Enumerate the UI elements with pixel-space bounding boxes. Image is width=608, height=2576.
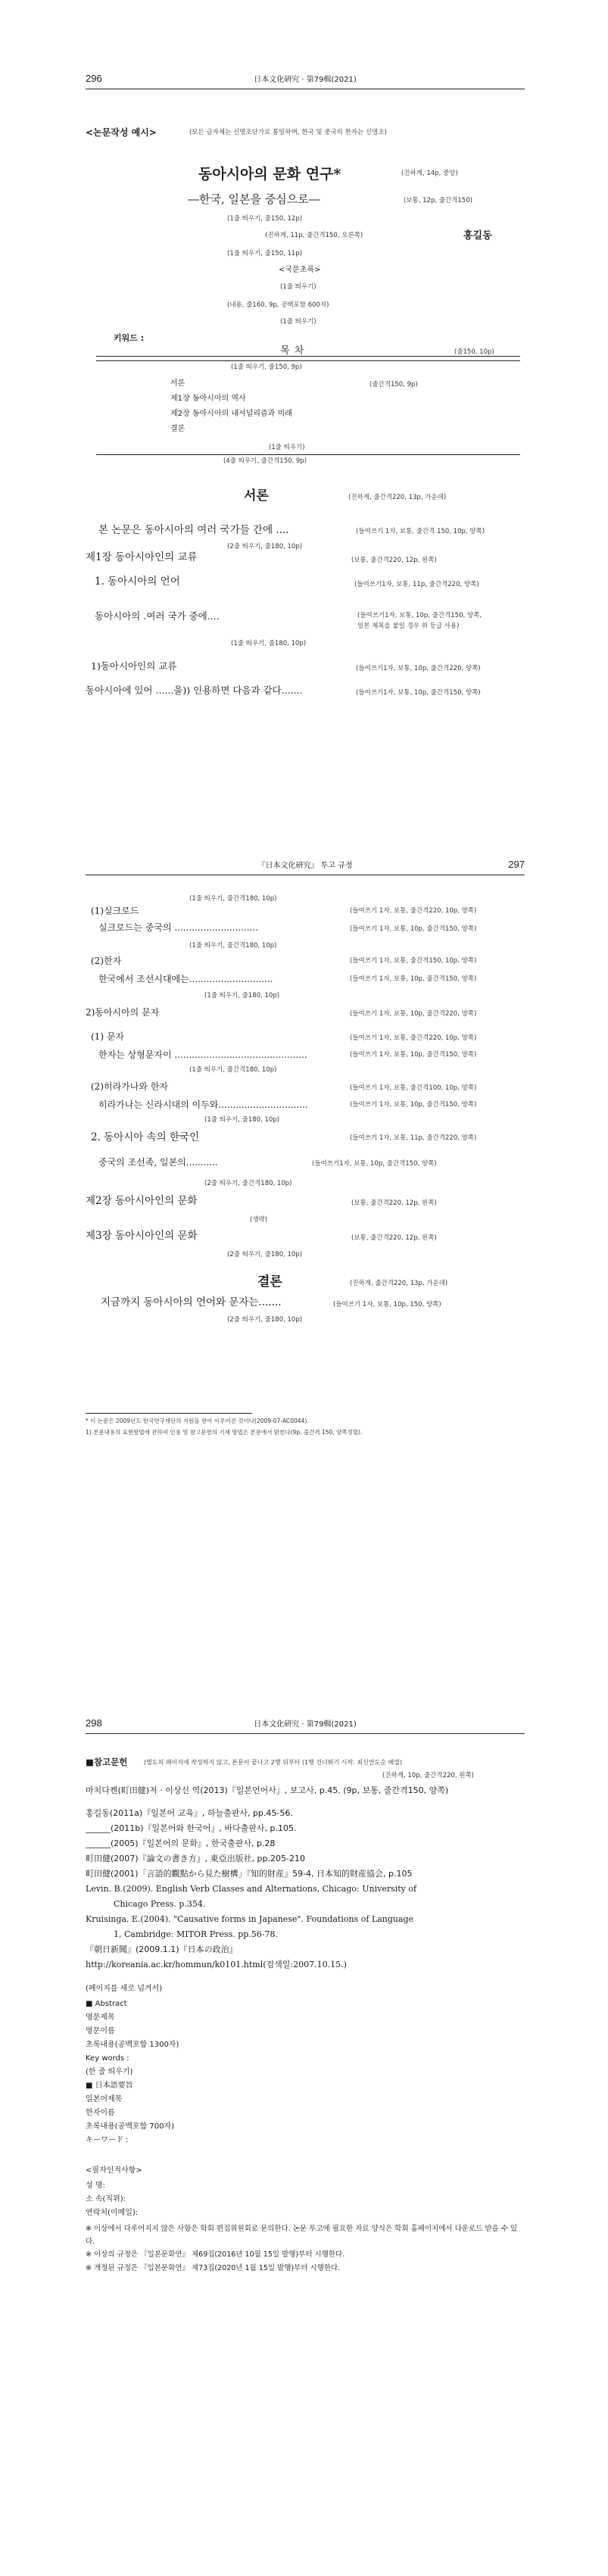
author-info-line: 성 명: <box>86 2181 105 2190</box>
toc-top-rule-2 <box>96 360 520 361</box>
submission-rule: ※ 이상에서 다루어지지 않은 사항은 학회 편집위원회로 문의한다. 논문 투고에 필요한 자료 양식은 학회 홈페이지에서 다운로드 받을 수 있다. <box>86 2225 518 2246</box>
toc-format-note: (4줄 띄우기, 줄간격150, 9p) <box>223 457 307 465</box>
abstract-label: <국문초록> <box>279 266 321 274</box>
body-paragraph: 본 논문은 동아시아의 여러 국가들 간에 .... <box>98 524 289 536</box>
example-label: <논문작성 예시> <box>86 127 157 138</box>
reference-item-cont: 1, Cambridge: MITOR Press. pp.56-78. <box>114 1929 278 1939</box>
section-note: (진하게, 줄간격220, 13p, 가운데) <box>350 1280 448 1287</box>
page-number: 296 <box>86 73 102 84</box>
reference-item: Kruisinga. E.(2004). "Causative forms in Japanese". Foundations of Language <box>86 1914 414 1924</box>
format-note: (생략) <box>250 1216 268 1224</box>
japanese-abstract-line: 초록내용(공백포함 700자) <box>86 2122 175 2131</box>
reference-url: http://koreania.ac.kr/hommun/k0101.html(검색일:2007.10.15.) <box>86 1960 347 1969</box>
body-paragraph: 실크로드는 중국의 ............................. <box>98 922 258 933</box>
japanese-abstract-heading: ■ 日本語要旨 <box>86 2082 133 2090</box>
abstract-line: 초록내용(공백포함 1300자) <box>86 2041 179 2049</box>
format-note: (들여쓰기 1자, 보통, 줄간격 150, 10p, 양쪽) <box>356 528 485 535</box>
keywords-label: 키워드 : <box>114 333 145 343</box>
abstract-heading: ■ Abstract <box>86 2000 127 2008</box>
format-note: (2줄 띄우기, 줄180, 10p) <box>227 1251 303 1258</box>
reference-item: ______(2011b)『일본어와 한국어』, 바다출판사, p.105. <box>86 1823 297 1833</box>
body-paragraph: 동아시아의 .여러 국가 중에.... <box>95 610 220 622</box>
references-heading: ■참고문헌 <box>86 1757 128 1767</box>
format-note: (들여쓰기 1자, 보통, 11p, 줄간격220, 양쪽) <box>350 1134 477 1142</box>
format-note: (보통, 줄간격220, 12p, 왼쪽) <box>351 1234 437 1242</box>
reference-item: Levin. B.(2009). English Verb Classes and Alternations, Chicago: University of <box>86 1884 417 1894</box>
format-note: (1줄 띄우기, 줄간격180, 10p) <box>189 942 277 950</box>
page-break-note: (페이지를 새로 넘겨서) <box>86 1985 163 1993</box>
reference-item: 홍길동(2011a)『일본어 교육』, 하늘출판사, pp.45-56. <box>86 1808 293 1818</box>
subsection-heading: (2)히라가나와 한자 <box>91 1081 168 1092</box>
subsection-heading: (2)한자 <box>91 956 122 966</box>
journal-title: 日本文化硏究 · 第79輯(2021) <box>254 76 357 84</box>
running-title: 『日本文化硏究』 투고 규정 <box>257 862 353 870</box>
abstract-line: 영문이름 <box>86 2027 115 2035</box>
format-note: (보통, 줄간격220, 12p, 왼쪽) <box>351 1199 437 1207</box>
toc-item-note: (줄간격150, 9p) <box>369 381 418 388</box>
page-number: 298 <box>86 1717 102 1729</box>
format-note: (진하게, 11p, 줄간격150, 오른쪽) <box>265 232 363 239</box>
subsection-heading: (1) 문자 <box>91 1031 124 1042</box>
format-note: (들여쓰기1자, 보통, 11p, 줄간격220, 양쪽) <box>354 581 479 588</box>
abstract-line: Key words : <box>86 2054 129 2063</box>
page-298 <box>0 1717 608 2576</box>
body-paragraph: 지금까지 동아시아의 언어와 문자는....... <box>101 1296 282 1308</box>
japanese-abstract-line: 한자이름 <box>86 2109 115 2117</box>
page-number: 297 <box>508 859 525 870</box>
toc-format-note: (1줄 띄우기, 줄150, 9p) <box>231 363 302 371</box>
japanese-abstract-line: 일본어제목 <box>86 2095 123 2104</box>
paper-title: 동아시아의 문화 연구* <box>198 166 341 182</box>
toc-title: 목 차 <box>280 345 305 357</box>
reference-item: 町田健(2007)『論文の書き方』, 東亞出版社, pp.205-210 <box>86 1854 305 1863</box>
toc-format-note: (1줄 띄우기) <box>269 444 305 451</box>
format-note: (1줄 띄우기, 줄150, 11p) <box>227 250 303 257</box>
body-paragraph: 동아시아에 있어 ......을)) 인용하면 다음과 같다....... <box>86 685 303 696</box>
reference-item-cont: Chicago Press. p.354. <box>114 1899 206 1909</box>
format-note: (들여쓰기 1자, 보통, 10p, 줄간격150, 양쪽) <box>350 925 477 933</box>
format-note: (들여쓰기 1자, 보통, 10p, 줄간격150, 양쪽) <box>350 1101 477 1109</box>
toc-note: (줄150, 10p) <box>454 348 494 356</box>
abstract-line: (한 줄 띄우기) <box>86 2068 133 2076</box>
subsection-heading: (1)실크로드 <box>91 906 139 916</box>
example-note: (모든 글자체는 신명조단가로 통일하며, 한국 및 중국의 한자는 신명조) <box>189 129 387 136</box>
format-note: (들여쓰기1자, 보통, 10p, 줄간격150, 양쪽) <box>356 689 481 697</box>
format-note: (들여쓰기 1자, 보통, 10p, 줄간격150, 양쪽) <box>350 1051 477 1059</box>
reference-item: 『朝日新聞』(2009.1.1)『日本の政治』 <box>86 1944 238 1954</box>
journal-title: 日本文化硏究 · 第79輯(2021) <box>254 1720 357 1729</box>
page-header <box>86 859 525 875</box>
chapter-heading: 제2장 동아시아인의 문화 <box>86 1195 198 1207</box>
format-note: (들여쓰기1자, 보통, 10p, 줄간격220, 양쪽) <box>356 665 481 672</box>
references-note: (진하게, 10p, 줄간격220, 왼쪽) <box>382 1772 474 1779</box>
format-note: (1줄 띄우기, 줄180, 10p) <box>204 992 280 1000</box>
format-note: (2줄 띄우기, 줄180, 10p) <box>227 543 303 550</box>
format-note: (들여쓰기 1자, 보통, 줄간격100, 10p, 양쪽) <box>350 1084 477 1092</box>
subsection-heading: 1)동아시아인의 교류 <box>91 660 177 672</box>
format-note: (들여쓰기 1자, 보통, 10p, 줄간격220, 양쪽) <box>350 1010 477 1018</box>
toc-item: 결론 <box>170 425 186 433</box>
body-paragraph: 한자는 상형문자이 .............................................. <box>98 1049 307 1060</box>
toc-item: 제2장 동아시아의 내셔널리즘과 미래 <box>170 410 292 418</box>
format-note: (들여쓰기1자, 보통, 10p, 줄간격150, 양쪽) <box>312 1160 437 1168</box>
reference-item: 町田健(2001)「言語的觀點から見た樹構」『知的財産』59-4, 日本知的財産協会, p.105 <box>86 1869 413 1879</box>
footnote-rule <box>86 1413 252 1414</box>
section-conclusion: 결론 <box>257 1274 282 1290</box>
page-296 <box>0 0 608 859</box>
format-note: (보통, 줄간격220, 12p, 왼쪽) <box>351 557 437 564</box>
format-note: (들여쓰기1자, 보통, 10p, 줄간격150, 양쪽, <box>357 612 482 619</box>
format-note: (들여쓰기 1자, 보통, 줄간격150, 10p, 양쪽) <box>350 957 477 965</box>
format-note: (1줄 띄우기, 줄180, 10p) <box>231 640 307 647</box>
paper-title-note: (진하게, 14p, 중앙) <box>401 170 458 177</box>
format-note: (1줄 띄우기) <box>280 283 316 291</box>
footnote: 1) 본문내용의 표현방법에 관하여 인용 및 참고문헌의 기재 방법은 본문에서 밝힌다(9p, 줄간격 150, 양쪽정렬). <box>86 1429 363 1436</box>
abstract-line: 영문제목 <box>86 2013 115 2022</box>
format-note: (들여쓰기 1자, 보통, 10p, 줄간격150, 양쪽) <box>350 975 477 983</box>
footnote: * 이 논문은 2009년도 한국연구재단의 지원을 받아 이루어진 것이다(2009-07-AC0044). <box>86 1417 309 1424</box>
format-note: (들여쓰기 1자, 보통, 줄간격220, 10p, 양쪽) <box>350 1034 477 1042</box>
page-header <box>86 1717 525 1734</box>
toc-item: 서론 <box>170 379 186 388</box>
japanese-abstract-line: キーワード : <box>86 2136 129 2144</box>
author-info-line: 연락처(이메일): <box>86 2209 139 2217</box>
format-note: 일본 제목을 붙일 경우 위 등급 사용) <box>357 622 460 630</box>
section-note: (진하게, 줄간격220, 13p, 가운데) <box>348 494 447 501</box>
paper-subtitle: ―한국, 일본을 중심으로― <box>188 192 320 206</box>
subsection-heading: 2)동아시아의 문자 <box>86 1007 160 1018</box>
section-heading: 1. 동아시아의 언어 <box>95 575 180 588</box>
reference-item: 마치다켄(町田健)저 · 이상신 역(2013)『일본언어사』, 보고사, p.45. (9p, 보통, 줄간격150, 양쪽) <box>86 1785 449 1795</box>
section-introduction: 서론 <box>244 488 269 504</box>
toc-bottom-rule <box>96 454 520 455</box>
submission-rule: ※ 개정된 규정은 『일본문화연』 제73집(2020년 1월 15일 발행)부터 시행한다. <box>86 2264 341 2272</box>
format-note: (들여쓰기 1자, 보통, 줄간격220, 10p, 양쪽) <box>350 907 477 915</box>
author-name: 홍길동 <box>463 230 492 242</box>
format-note: (1줄 띄우기, 줄180, 10p) <box>204 1116 280 1124</box>
reference-item: ______(2005)『일본어의 문화』, 한국출판사, p.28 <box>86 1838 276 1848</box>
body-paragraph: 히라가나는 신라시대의 이두와............................... <box>98 1099 308 1110</box>
chapter-heading: 제1장 동아시아인의 교류 <box>86 551 198 563</box>
references-note: (별도의 페이지에 작성하지 않고, 본문이 끝나고 2행 뒤부터 (1행 건너뛰기 시작. 최신연도순 배열) <box>144 1759 403 1766</box>
chapter-heading: 제3장 동아시아인의 문화 <box>86 1230 198 1242</box>
format-note: (들여쓰기 1자, 보통, 10p, 150, 양쪽) <box>333 1301 441 1308</box>
format-note: (내용, 줄160, 9p, 공백포함 600자) <box>227 301 329 309</box>
body-paragraph: 한국에서 조선시대에는............................. <box>98 974 273 984</box>
page-header <box>86 73 525 89</box>
submission-rule: ※ 이상의 규정은 『일본문화연』 제69집(2016년 10월 15일 발행)부터 시행한다. <box>86 2250 345 2259</box>
format-note: (1줄 띄우기, 줄간격180, 10p) <box>189 1066 277 1074</box>
toc-item: 제1장 동아시아의 역사 <box>170 395 246 403</box>
format-note: (1줄 띄우기, 줄간격180, 10p) <box>189 895 277 903</box>
author-info-line: 소 속(직위): <box>86 2195 126 2203</box>
format-note: (1줄 띄우기) <box>280 318 316 326</box>
page-297 <box>0 859 608 1717</box>
paper-subtitle-note: (보통, 12p, 줄간격150) <box>404 197 472 204</box>
body-paragraph: 중국의 조선족, 일본의........... <box>98 1157 218 1168</box>
format-note: (2줄 띄우기, 줄간격180, 10p) <box>204 1180 292 1187</box>
author-info-heading: <필자인적사항> <box>86 2166 142 2175</box>
section-heading: 2. 동아시아 속의 한국인 <box>91 1131 200 1143</box>
format-note: (1줄 띄우기, 줄150, 12p) <box>227 215 303 223</box>
format-note: (2줄 띄우기, 줄180, 10p) <box>227 1316 303 1324</box>
